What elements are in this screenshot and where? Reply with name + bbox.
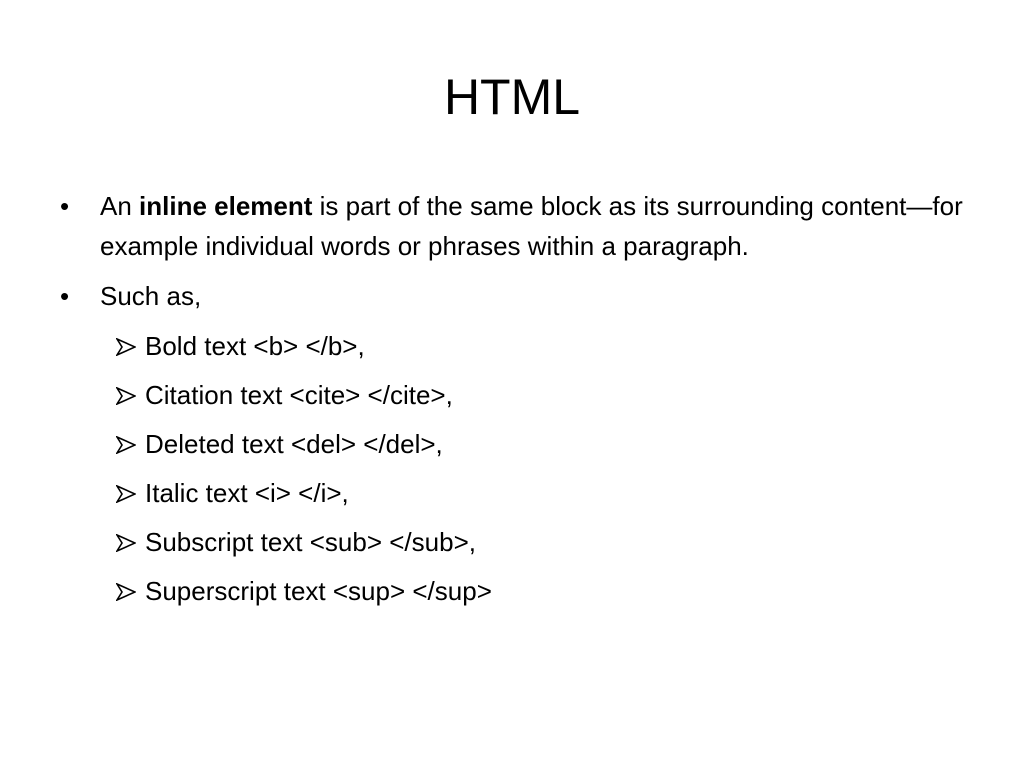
arrow-bullet-icon bbox=[116, 387, 136, 405]
sub-bullet-text: Italic text <i> </i>, bbox=[145, 478, 349, 508]
sub-bullet-item bbox=[56, 522, 976, 562]
slide-content bbox=[56, 186, 976, 620]
bullet-icon: • bbox=[60, 281, 70, 311]
sub-bullet-item bbox=[56, 571, 976, 611]
sub-bullet-item bbox=[56, 473, 976, 513]
slide-title: HTML bbox=[443, 69, 581, 125]
bullet-text-prefix: An bbox=[100, 191, 140, 221]
sub-bullet-item bbox=[56, 326, 976, 366]
arrow-bullet-icon bbox=[116, 436, 136, 454]
bullet-icon: • bbox=[60, 191, 70, 221]
arrow-bullet-icon bbox=[116, 583, 136, 601]
bullet-text-suffix: is part of the same block as its surrounding content—for example individual words or phrases within a paragraph. bbox=[100, 191, 963, 261]
bullet-text: Such as, bbox=[100, 281, 202, 311]
arrow-bullet-icon bbox=[116, 338, 136, 356]
sub-bullet-text: Subscript text <sub> </sub>, bbox=[145, 527, 476, 557]
bullet-text-bold: inline element bbox=[139, 191, 313, 221]
arrow-bullet-icon bbox=[116, 485, 136, 503]
sub-bullet-item bbox=[56, 424, 976, 464]
bullet-item-such-as bbox=[56, 276, 976, 316]
arrow-bullet-icon bbox=[116, 534, 136, 552]
sub-bullet-text: Superscript text <sup> </sup> bbox=[145, 576, 492, 606]
bullet-item-inline-element bbox=[56, 186, 976, 266]
sub-bullet-text: Deleted text <del> </del>, bbox=[145, 429, 443, 459]
sub-bullet-text: Citation text <cite> </cite>, bbox=[145, 380, 453, 410]
sub-bullet-item bbox=[56, 375, 976, 415]
sub-bullet-text: Bold text <b> </b>, bbox=[145, 331, 365, 361]
